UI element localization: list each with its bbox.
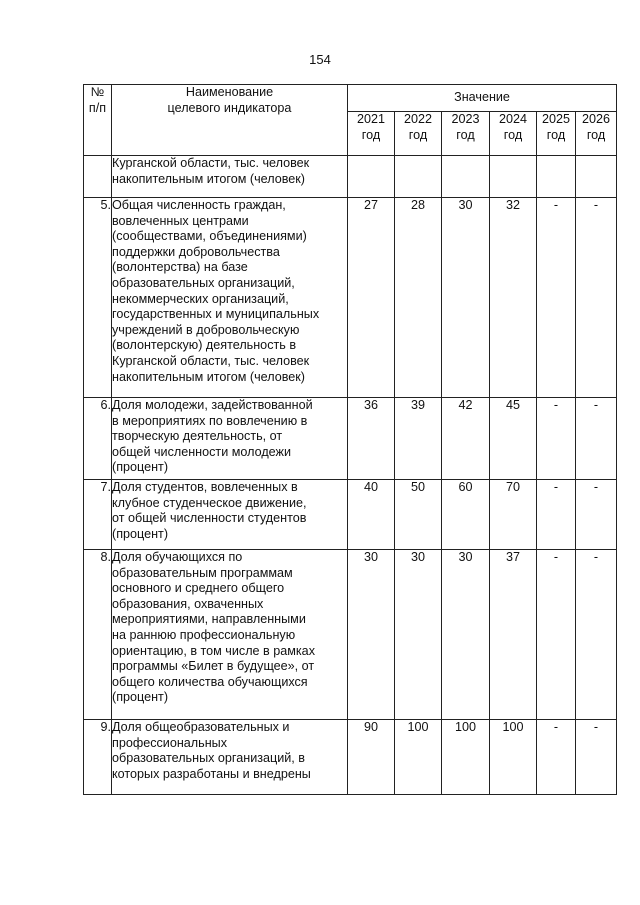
header-name [112,85,348,156]
indicator-value: 39 [395,398,442,480]
header-year: 2024 год [490,112,537,156]
indicator-value: 32 [490,198,537,398]
indicator-value: - [576,550,617,720]
row-number [84,156,112,198]
indicator-value: 100 [490,720,537,795]
indicator-value: - [537,398,576,480]
indicator-value: - [537,480,576,550]
indicator-value: - [576,398,617,480]
table-row [84,550,617,720]
header-num-text: № п/п [88,85,107,115]
table-row [84,198,617,398]
indicator-value [442,156,490,198]
header-year: 2021 год [348,112,395,156]
row-number: 6. [84,398,112,480]
indicator-value: 30 [442,550,490,720]
header-num [84,85,112,156]
indicator-value: 100 [395,720,442,795]
indicator-value [395,156,442,198]
indicator-value: - [576,198,617,398]
header-row-top [84,85,617,112]
indicator-name: Доля обучающихся по образовательным программам основного и среднего общего образования, охваченных мероприятиями, направленными на раннюю профессиональную ориентацию, в том числе в рамках программы «Билет в будущее», от общего количества обучающихся (процент) [112,550,348,720]
indicator-value: - [537,720,576,795]
indicator-value: 40 [348,480,395,550]
indicator-name: Доля студентов, вовлеченных в клубное студенческое движение, от общей численности студентов (процент) [112,480,348,550]
indicator-value: 42 [442,398,490,480]
indicator-name: Курганской области, тыс. человек накопительным итогом (человек) [112,156,348,198]
indicator-value: 50 [395,480,442,550]
page-number: 154 [309,52,331,67]
indicator-value: 60 [442,480,490,550]
indicator-value: - [576,480,617,550]
indicator-value: 37 [490,550,537,720]
header-year: 2022 год [395,112,442,156]
indicator-value: - [576,720,617,795]
table-row [84,398,617,480]
indicator-value: 30 [395,550,442,720]
indicator-value: 70 [490,480,537,550]
indicator-name: Общая численность граждан, вовлеченных центрами (сообществами, объединениями) поддержки добровольчества (волонтерства) на базе образовательных организаций, некоммерческих организаций, государственных и муниципальных учреждений в добровольческую (волонтерскую) деятельность в Курганской области, тыс. человек накопительным итогом (человек) [112,198,348,398]
indicator-value: 30 [442,198,490,398]
indicator-value: 27 [348,198,395,398]
indicator-value: 30 [348,550,395,720]
indicator-name: Доля общеобразовательных и профессиональных образовательных организаций, в которых разработаны и внедрены [112,720,348,795]
header-year: 2026 год [576,112,617,156]
header-value-group: Значение [348,85,617,112]
indicator-value: 45 [490,398,537,480]
row-number: 7. [84,480,112,550]
indicator-value [348,156,395,198]
table-row [84,720,617,795]
indicator-value: 28 [395,198,442,398]
table-row [84,156,617,198]
header-year: 2025 год [537,112,576,156]
header-name-text: Наименование целевого индикатора [167,85,292,115]
row-number: 9. [84,720,112,795]
indicator-value [490,156,537,198]
indicator-value: 90 [348,720,395,795]
indicator-value [576,156,617,198]
table-body [84,156,617,795]
row-number: 5. [84,198,112,398]
indicator-name: Доля молодежи, задействованной в мероприятиях по вовлечению в творческую деятельность, от общей численности молодежи (процент) [112,398,348,480]
indicator-value [537,156,576,198]
table-row [84,480,617,550]
indicator-value: 100 [442,720,490,795]
indicator-value: - [537,550,576,720]
indicator-value: 36 [348,398,395,480]
target-indicators-table [83,84,617,795]
header-year: 2023 год [442,112,490,156]
indicator-value: - [537,198,576,398]
row-number: 8. [84,550,112,720]
